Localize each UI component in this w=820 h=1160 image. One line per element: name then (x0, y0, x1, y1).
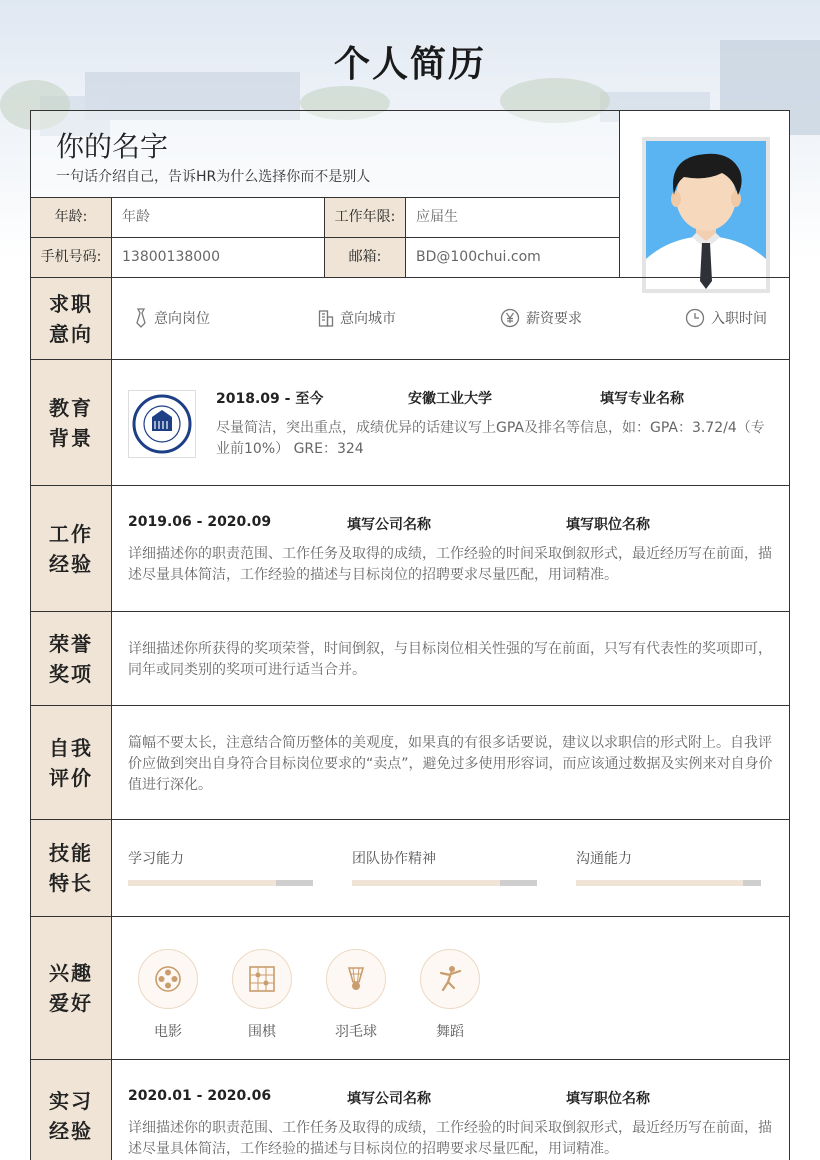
intent-city: 意向城市 (318, 308, 396, 328)
shuttlecock-icon (326, 949, 386, 1009)
section-hobbies (31, 916, 789, 1059)
candidate-tagline: 一句话介绍自己，告诉HR为什么选择你而不是别人 (56, 169, 371, 185)
work-company: 填写公司名称 (347, 517, 431, 533)
section-body (112, 278, 789, 359)
info-row-contact (31, 238, 619, 278)
work-position: 填写职位名称 (566, 517, 650, 533)
age-value: 年龄 (112, 198, 325, 237)
tie-icon (134, 308, 148, 328)
hobby-item (420, 949, 480, 1041)
skill-item (352, 848, 537, 886)
section-body (112, 1060, 789, 1160)
info-row-age (31, 198, 619, 238)
internship-company: 填写公司名称 (347, 1091, 431, 1107)
section-label: 实习经验 (31, 1060, 112, 1160)
resume-sheet (30, 110, 790, 1160)
name-block (31, 111, 619, 198)
email-label: 邮箱: (325, 238, 406, 277)
hobby-label: 羽毛球 (335, 1024, 377, 1040)
years-label: 工作年限: (325, 198, 406, 237)
section-body (112, 360, 789, 485)
section-skills (31, 819, 789, 916)
skill-bar-fill (352, 880, 500, 886)
go-board-icon (232, 949, 292, 1009)
email-value: BD@100chui.com (406, 238, 619, 277)
page-title: 个人简历 (333, 44, 486, 85)
section-work (31, 485, 789, 611)
internship-date: 2020.01 - 2020.06 (128, 1088, 272, 1104)
section-intent (31, 277, 789, 359)
section-body (112, 612, 789, 705)
skill-bar (352, 880, 537, 886)
education-major: 填写专业名称 (600, 391, 684, 407)
skill-label: 团队协作精神 (352, 851, 436, 867)
intent-position: 意向岗位 (134, 308, 210, 328)
phone-label: 手机号码: (31, 238, 112, 277)
skill-item (576, 848, 761, 886)
section-body (112, 820, 789, 916)
hobby-label: 舞蹈 (436, 1024, 464, 1040)
candidate-name: 你的名字 (56, 130, 169, 163)
education-date: 2018.09 - 至今 (216, 391, 324, 407)
self-evaluation-description: 篇幅不要太长，注意结合简历整体的美观度，如果真的有很多话要说，建议以求职信的形式附上。自我评价应做到突出自身符合目标岗位要求的“卖点”，避免过多使用形容词，而应该通过数据及实例来对自身价值进行深化。 (128, 735, 773, 793)
internship-description: 详细描述你的职责范围、工作任务及取得的成绩，工作经验的时间采取倒叙形式，最近经历写在前面，描述尽量具体简洁，工作经验的描述与目标岗位的招聘要求尽量匹配，用词精准。 (128, 1120, 772, 1157)
hobby-item (138, 949, 198, 1041)
phone-value: 13800138000 (112, 238, 325, 277)
hobby-label: 电影 (154, 1024, 182, 1040)
section-label: 荣誉奖项 (31, 612, 112, 705)
section-label: 兴趣爱好 (31, 917, 112, 1059)
skill-item (128, 848, 313, 886)
section-label: 求职意向 (31, 278, 112, 359)
section-label: 工作经验 (31, 486, 112, 611)
education-description: 尽量简洁，突出重点，成绩优异的话建议写上GPA及排名等信息，如：GPA：3.72/4（专业前10%） GRE：324 (216, 420, 765, 457)
skill-bar-fill (128, 880, 276, 886)
section-label: 技能特长 (31, 820, 112, 916)
film-reel-icon (138, 949, 198, 1009)
work-date: 2019.06 - 2020.09 (128, 514, 272, 530)
clock-icon (685, 308, 705, 328)
section-education (31, 359, 789, 485)
internship-position: 填写职位名称 (566, 1091, 650, 1107)
skill-bar (576, 880, 761, 886)
building-icon (318, 309, 334, 327)
skill-label: 学习能力 (128, 851, 184, 867)
section-label: 教育背景 (31, 360, 112, 485)
skill-label: 沟通能力 (576, 851, 632, 867)
years-value: 应届生 (406, 198, 619, 237)
profile-header (31, 111, 619, 277)
hobby-label: 围棋 (248, 1024, 276, 1040)
photo-cell (619, 111, 789, 277)
age-label: 年龄: (31, 198, 112, 237)
work-description: 详细描述你的职责范围、工作任务及取得的成绩，工作经验的时间采取倒叙形式，最近经历写在前面，描述尽量具体简洁，工作经验的描述与目标岗位的招聘要求尽量匹配，用词精准。 (128, 546, 772, 583)
section-body (112, 706, 789, 819)
section-internship (31, 1059, 789, 1160)
skill-bar (128, 880, 313, 886)
section-label: 自我评价 (31, 706, 112, 819)
intent-salary: 薪资要求 (500, 308, 582, 328)
intent-start-date: 入职时间 (685, 308, 767, 328)
section-awards (31, 611, 789, 705)
yen-icon (500, 308, 520, 328)
avatar (642, 137, 770, 293)
awards-description: 详细描述你所获得的奖项荣誉，时间倒叙，与目标岗位相关性强的写在前面，只写有代表性的奖项即可，同年或同类别的奖项可进行适当合并。 (128, 641, 772, 678)
hobby-item (326, 949, 386, 1041)
university-logo (128, 390, 196, 458)
section-body (112, 486, 789, 611)
section-self-evaluation (31, 705, 789, 819)
hobby-item (232, 949, 292, 1041)
dancer-icon (420, 949, 480, 1009)
section-body (112, 917, 789, 1059)
education-school: 安徽工业大学 (408, 391, 492, 407)
skill-bar-fill (576, 880, 743, 886)
